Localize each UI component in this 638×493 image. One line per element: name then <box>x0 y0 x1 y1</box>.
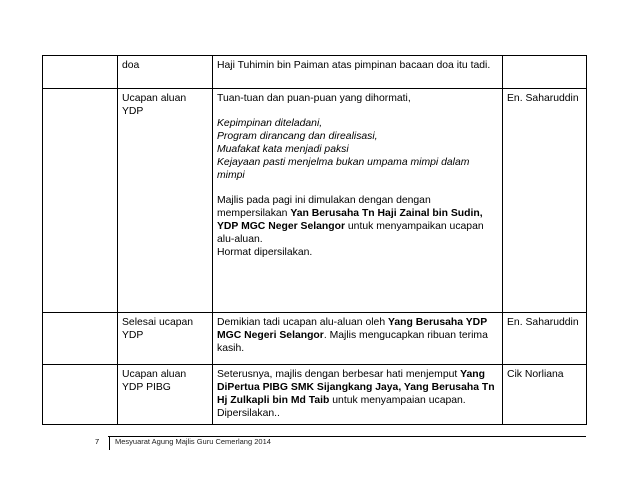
item-label: YDP PIBG <box>122 382 171 393</box>
item-label: YDP <box>122 330 144 341</box>
item-label: Ucapan aluan <box>122 369 187 380</box>
agenda-table <box>42 55 587 425</box>
content-text: Haji Tuhimin bin Paiman atas pimpinan bacaan doa itu tadi. <box>217 60 491 71</box>
item-label: doa <box>122 60 140 71</box>
item-label: YDP <box>122 106 144 117</box>
invitation-part: untuk menyampaikan ucapan alu-aluan. <box>217 221 484 245</box>
table-row <box>43 313 587 365</box>
content-part: Seterusnya, majlis dengan berbesar hati menjemput <box>217 369 461 380</box>
content-cell <box>213 56 503 89</box>
speaker-name: Yan Berusaha Tn Haji Zainal bin Sudin, YDP MGC Neger Selangor <box>217 208 483 232</box>
footer-divider <box>109 436 110 450</box>
person-cell <box>503 56 587 89</box>
item-cell <box>118 313 213 365</box>
pantun-line: Muafakat kata menjadi paksi <box>217 144 349 155</box>
footer-text: Mesyuarat Agung Majlis Guru Cemerlang 2014 <box>115 437 271 446</box>
speaker-name: Yang Berusaha YDP MGC Negeri Selangor <box>217 317 487 341</box>
greeting-text: Tuan-tuan dan puan-puan yang dihormati, <box>217 93 411 104</box>
pantun-line: Kejayaan pasti menjelma bukan umpama mimpi dalam mimpi <box>217 157 470 181</box>
content-cell <box>213 89 503 313</box>
person-cell: Cik Norliana <box>503 365 587 425</box>
pantun-line: Program dirancang dan direalisasi, <box>217 131 378 142</box>
table-row <box>43 89 587 313</box>
closing-text: Hormat dipersilakan. <box>217 247 313 258</box>
person-cell: En. Saharuddin <box>503 89 587 313</box>
blank-cell <box>43 365 118 425</box>
invitation-part: Majlis pada pagi ini dimulakan dengan dengan mempersilakan <box>217 195 431 219</box>
blank-cell <box>43 56 118 89</box>
content-cell <box>213 365 503 425</box>
pantun-line: Kepimpinan diteladani, <box>217 118 323 129</box>
page-number: 7 <box>95 437 100 446</box>
item-label: Selesai ucapan <box>122 317 194 328</box>
content-part: Demikian tadi ucapan alu-aluan oleh <box>217 317 388 328</box>
content-part: . Majlis mengucapkan ribuan terima kasih. <box>217 330 488 354</box>
blank-cell <box>43 89 118 313</box>
content-part: untuk menyampaian ucapan. Dipersilakan.. <box>217 395 466 419</box>
content-cell <box>213 313 503 365</box>
table-row <box>43 56 587 89</box>
blank-cell <box>43 313 118 365</box>
item-cell <box>118 365 213 425</box>
person-cell: En. Saharuddin <box>503 313 587 365</box>
invitation-text <box>217 194 498 246</box>
speaker-name: Yang DiPertua PIBG SMK Sijangkang Jaya, Yang Berusaha Tn Hj Zulkapli bin Md Taib <box>217 369 495 406</box>
item-cell <box>118 56 213 89</box>
item-label: Ucapan aluan <box>122 93 187 104</box>
table-row <box>43 365 587 425</box>
item-cell <box>118 89 213 313</box>
